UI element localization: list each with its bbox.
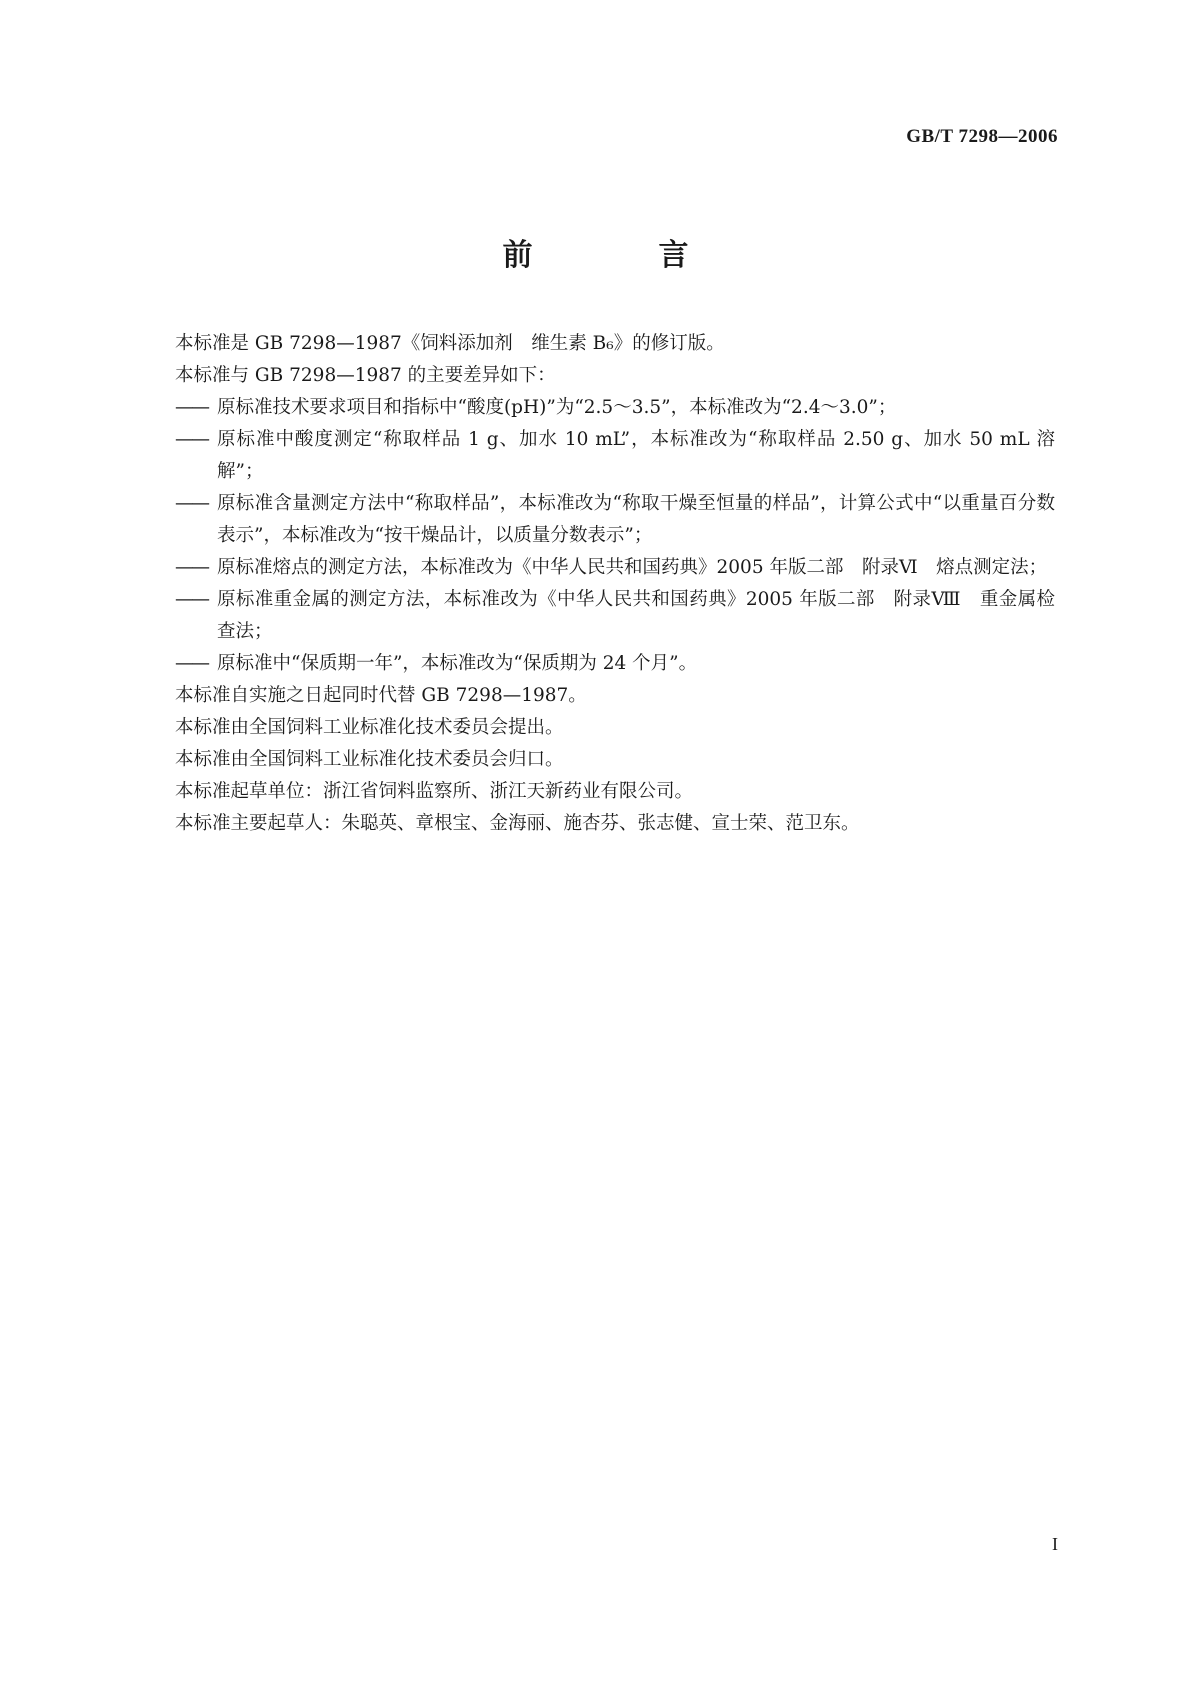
dash-marker: —— — [175, 493, 208, 514]
paragraph-centralized-by: 本标准由全国饲料工业标准化技术委员会归口。 — [175, 749, 564, 770]
difference-text: 原标准含量测定方法中“称取样品”，本标准改为“称取干燥至恒量的样品”，计算公式中“以重量百分数表示”，本标准改为“按干燥品计，以质量分数表示”； — [217, 493, 1055, 546]
difference-item — [175, 488, 1055, 552]
dash-marker: —— — [175, 429, 208, 450]
paragraph-revision: 本标准是 GB 7298—1987《饲料添加剂 维生素 B₆》的修订版。 — [175, 333, 725, 354]
page-title: 前 言 — [502, 238, 737, 273]
dash-marker: —— — [175, 589, 208, 610]
paragraph-replacement: 本标准自实施之日起同时代替 GB 7298—1987。 — [175, 685, 587, 706]
difference-text: 原标准中酸度测定“称取样品 1 g、加水 10 mL”，本标准改为“称取样品 2.50 g、加水 50 mL 溶解”； — [217, 429, 1055, 482]
difference-item — [175, 552, 1055, 584]
difference-text: 原标准中“保质期一年”，本标准改为“保质期为 24 个月”。 — [217, 653, 698, 674]
difference-item — [175, 648, 1055, 680]
paragraph-drafting-units: 本标准起草单位：浙江省饲料监察所、浙江天新药业有限公司。 — [175, 781, 694, 802]
paragraph-differences-intro: 本标准与 GB 7298—1987 的主要差异如下： — [175, 365, 556, 386]
difference-text: 原标准熔点的测定方法，本标准改为《中华人民共和国药典》2005 年版二部 附录Ⅵ 熔点测定法； — [217, 557, 1048, 578]
dash-marker: —— — [175, 557, 208, 578]
difference-text: 原标准重金属的测定方法，本标准改为《中华人民共和国药典》2005 年版二部 附录Ⅷ 重金属检查法； — [217, 589, 1055, 642]
paragraph-proposed-by: 本标准由全国饲料工业标准化技术委员会提出。 — [175, 717, 564, 738]
page-number: I — [1052, 1534, 1058, 1554]
paragraph-drafters: 本标准主要起草人：朱聪英、章根宝、金海丽、施杏芬、张志健、宣士荣、范卫东。 — [175, 813, 860, 834]
difference-text: 原标准技术要求项目和指标中“酸度(pH)”为“2.5～3.5”，本标准改为“2.4～3.0”； — [217, 397, 897, 418]
standard-code: GB/T 7298—2006 — [906, 126, 1058, 147]
difference-item — [175, 584, 1055, 648]
dash-marker: —— — [175, 397, 208, 418]
difference-item — [175, 424, 1055, 488]
difference-item — [175, 392, 1055, 424]
dash-marker: —— — [175, 653, 208, 674]
foreword-body — [175, 328, 1055, 840]
